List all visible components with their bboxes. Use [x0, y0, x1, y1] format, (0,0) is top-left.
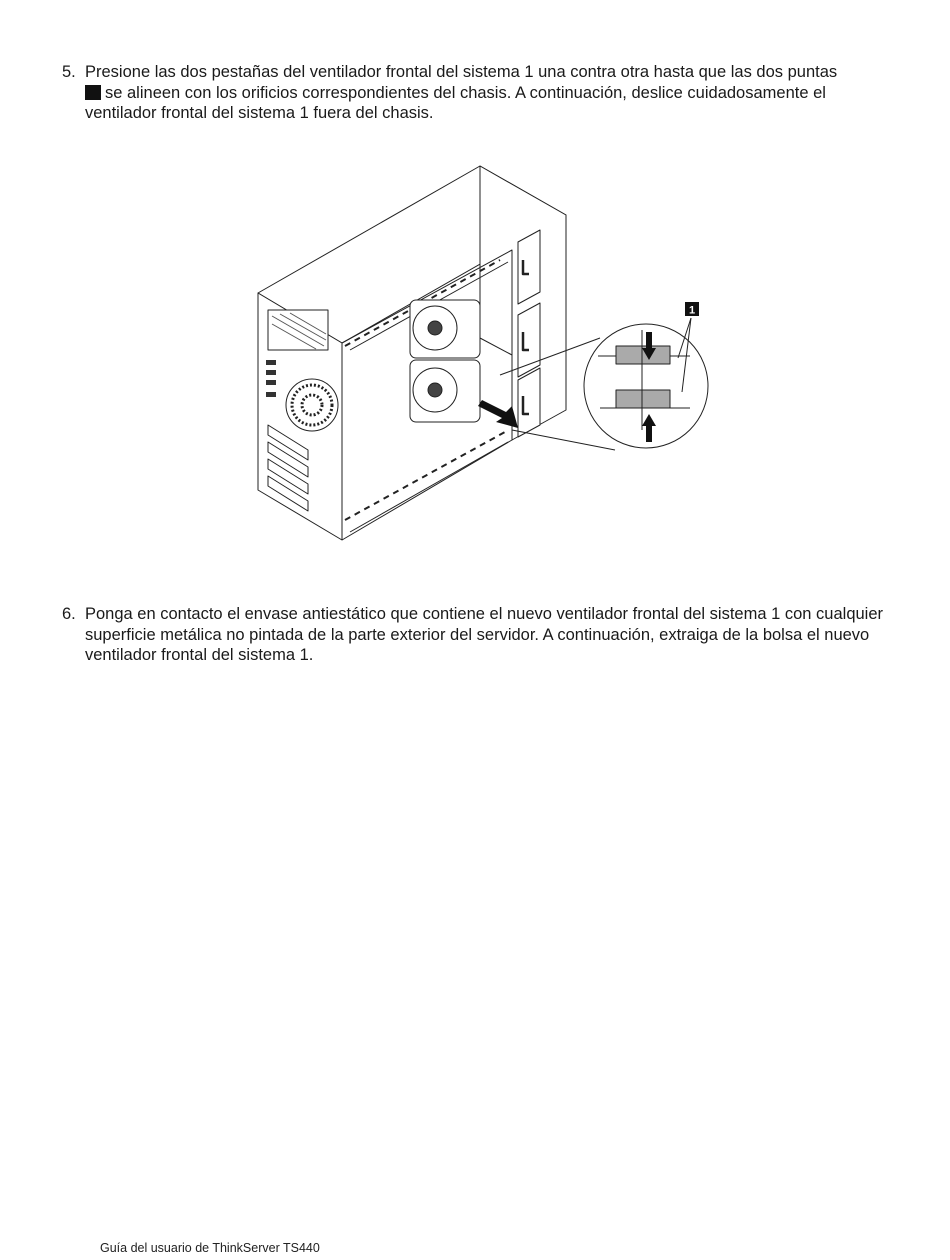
callout-1-label: 1 [688, 304, 696, 317]
step-number: 6. [62, 605, 76, 623]
step-text: Ponga en contacto el envase antiestático que contiene el nuevo ventilador frontal del sistema 1 con cualquier superficie metálica no pintada de la parte exterior del servidor. A continuación, extraiga de la bolsa el nuevo ventilador frontal del sistema 1. [85, 605, 884, 664]
server-fan-removal-illustration [250, 160, 720, 550]
step-text [85, 62, 892, 124]
step-5 [62, 62, 892, 124]
step-6 [62, 604, 892, 666]
callout-marker-icon [85, 85, 101, 100]
step-text-part-1: Presione las dos pestañas del ventilador frontal del sistema 1 una contra otra hasta que las dos puntas [85, 63, 838, 81]
step-text-part-2: se alineen con los orificios correspondientes del chasis. A continuación, deslice cuidadosamente el ventilador frontal del sistema 1 fuera del chasis. [85, 83, 826, 122]
step-number: 5. [62, 63, 76, 81]
page-footer: Guía del usuario de ThinkServer TS440 [100, 1241, 320, 1255]
